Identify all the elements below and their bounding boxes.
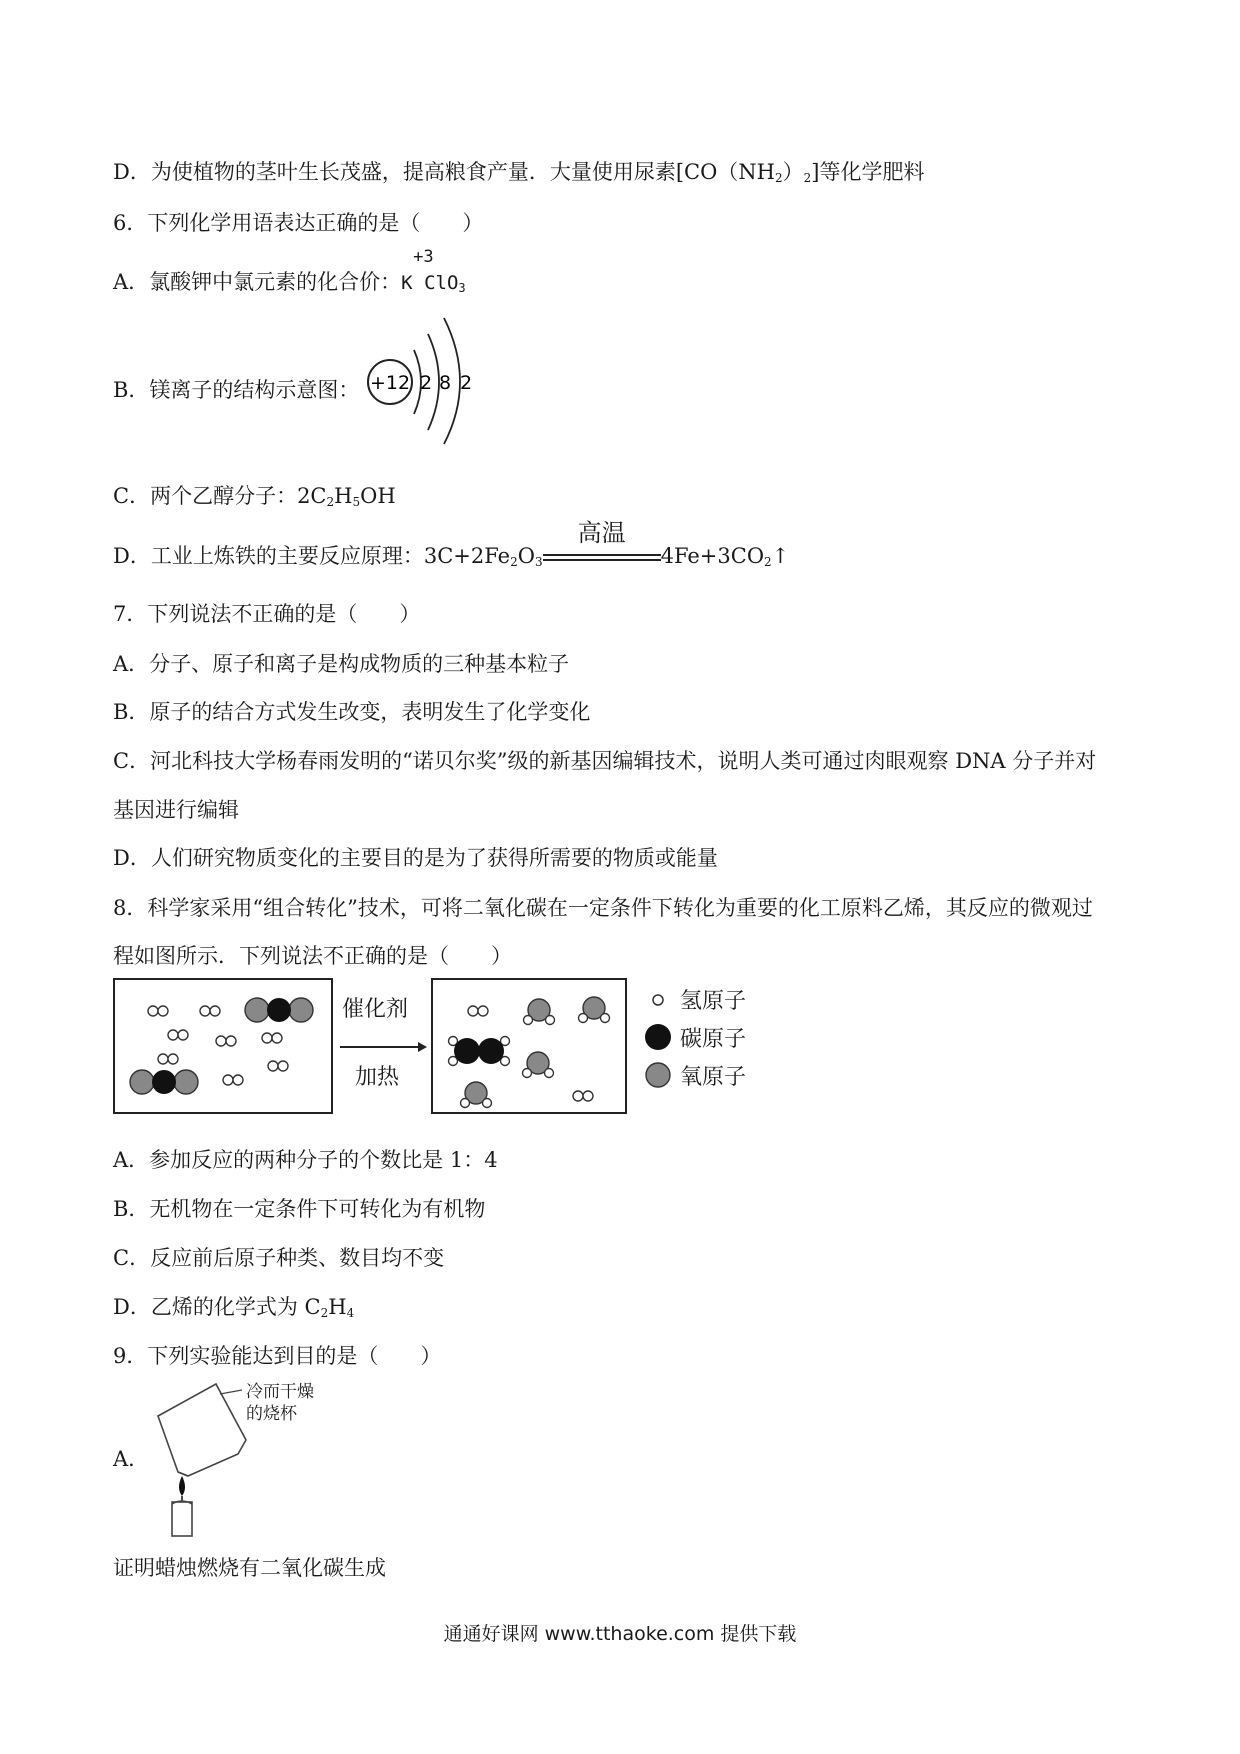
reaction-arrow-icon	[338, 1040, 428, 1054]
candle-beaker-figure	[148, 1380, 338, 1538]
kclo3-formula	[401, 247, 466, 303]
beaker-icon	[158, 1384, 246, 1476]
legend-icons	[638, 982, 678, 1102]
q6-c-sub1: 2	[326, 495, 335, 509]
q7-option-a: A．分子、原子和离子是构成物质的三种基本粒子	[113, 652, 570, 676]
legend-carbon: 碳原子	[680, 1027, 747, 1052]
chlorine-valence-charge: +3	[413, 247, 434, 267]
q5-d-text-post: ）	[782, 160, 804, 184]
equals-line-top	[543, 554, 661, 556]
oxygen-atom-icon	[646, 1063, 670, 1087]
q6-d-products: 4Fe+3CO	[660, 544, 765, 568]
q8-title-line1: 8．科学家采用“组合转化”技术，可将二氧化碳在一定条件下转化为重要的化工原料乙烯，其反应的微观过	[113, 896, 1093, 920]
q7-option-d: D．人们研究物质变化的主要目的是为了获得所需要的物质或能量	[113, 846, 718, 870]
legend-oxygen: 氧原子	[680, 1065, 747, 1090]
q8-option-c: C．反应前后原子种类、数目均不变	[113, 1246, 445, 1270]
q5-option-d	[113, 157, 924, 193]
shell-1-count: 2	[420, 372, 433, 394]
q6-d-sub1: 2	[510, 555, 518, 569]
beaker-label-line1: 冷而干燥	[246, 1382, 314, 1402]
q6-option-c	[113, 481, 396, 517]
q6-d-label: D．工业上炼铁的主要反应原理：3C+2Fe	[113, 544, 511, 568]
reaction-condition-equals	[543, 518, 661, 568]
q6-d-mid: O	[517, 544, 535, 568]
q6-option-a	[113, 247, 466, 303]
formula-k: K	[401, 272, 413, 294]
nucleus-charge: +12	[369, 372, 411, 394]
q6-d-products-sub: 2	[764, 555, 772, 569]
flame-icon	[179, 1476, 185, 1496]
q6-c-end: OH	[360, 484, 396, 508]
q8-option-b: B．无机物在一定条件下可转化为有机物	[113, 1197, 486, 1221]
q6-c-mid: H	[334, 484, 353, 508]
co2-molecule	[130, 1070, 198, 1094]
reaction-condition-text: 高温	[577, 518, 626, 547]
q5-d-sub: 2	[775, 171, 783, 185]
gas-arrow-icon: ↑	[771, 544, 790, 568]
q8-title-line2: 程如图所示．下列说法不正确的是（ ）	[113, 944, 512, 968]
label-pointer	[220, 1390, 242, 1394]
formula-cl: Cl	[424, 272, 447, 294]
q8-option-a: A．参加反应的两种分子的个数比是 1：4	[113, 1148, 498, 1172]
q8-d-mid: H	[328, 1295, 347, 1319]
shell-2-count: 8	[439, 372, 452, 394]
page-footer: 通通好课网 www.tthaoke.com 提供下载	[443, 1623, 797, 1645]
q8-option-d	[113, 1292, 354, 1328]
reactants-box	[113, 978, 333, 1114]
q6-d-sub2: 3	[534, 555, 543, 569]
products-box	[431, 978, 627, 1114]
arrow-heat-label: 加热	[355, 1065, 400, 1090]
q6-title: 6．下列化学用语表达正确的是（ ）	[113, 211, 484, 235]
q6-option-d	[113, 518, 790, 577]
q6-c-label: C．两个乙醇分子：2C	[113, 484, 327, 508]
q7-title: 7．下列说法不正确的是（ ）	[113, 602, 421, 626]
q9-title: 9．下列实验能达到目的是（ ）	[113, 1344, 442, 1368]
q8-d-sub1: 2	[320, 1306, 329, 1320]
q7-option-c-line2: 基因进行编辑	[113, 798, 239, 822]
hydrogen-atom-icon	[653, 995, 663, 1005]
q5-d-sub2: 2	[803, 171, 812, 185]
equals-line-bottom	[543, 559, 661, 561]
candle-icon	[172, 1502, 192, 1536]
formula-o-sub: 3	[458, 281, 466, 295]
q9-option-a-label: A．	[113, 1447, 150, 1471]
co2-molecule	[245, 998, 313, 1022]
q6-c-sub2: 5	[352, 495, 361, 509]
arrow-catalyst-label: 催化剂	[342, 997, 409, 1022]
carbon-atom-icon	[645, 1024, 671, 1050]
q8-d-sub2: 4	[346, 1306, 355, 1320]
q8-d-text: D．乙烯的化学式为 C	[113, 1295, 321, 1319]
formula-o: O	[446, 272, 459, 294]
magnesium-structure-diagram	[362, 306, 484, 446]
legend-hydrogen: 氢原子	[680, 989, 747, 1014]
q7-option-b: B．原子的结合方式发生改变，表明发生了化学变化	[113, 700, 591, 724]
q6-a-label: A．氯酸钾中氯元素的化合价：	[113, 270, 402, 294]
q9-option-a-caption: 证明蜡烛燃烧有二氧化碳生成	[113, 1556, 386, 1580]
beaker-label-line2: 的烧杯	[246, 1404, 297, 1424]
q5-d-text-end: ]等化学肥料	[811, 160, 925, 184]
q6-option-b: B．镁离子的结构示意图：	[113, 378, 360, 402]
shell-3-count: 2	[460, 372, 473, 394]
q7-option-c-line1: C．河北科技大学杨春雨发明的“诺贝尔奖”级的新基因编辑技术，说明人类可通过肉眼观察 DNA 分子并对	[113, 749, 1097, 773]
q5-d-text: D．为使植物的茎叶生长茂盛，提高粮食产量．大量使用尿素[CO（NH	[113, 160, 775, 184]
